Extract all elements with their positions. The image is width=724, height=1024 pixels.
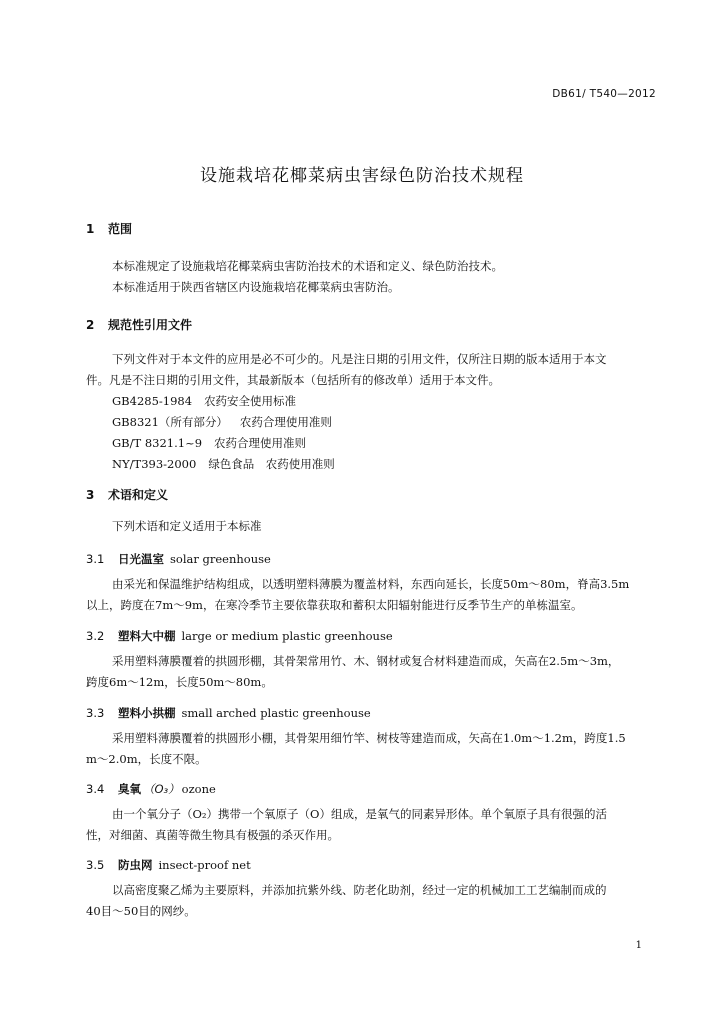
paragraph-line: 跨度6m～12m，长度50m～80m。 xyxy=(86,675,273,689)
paragraph-line: 下列术语和定义适用于本标准 xyxy=(112,519,262,533)
reference-item xyxy=(86,412,658,433)
paragraph-line: m～2.0m，长度不限。 xyxy=(86,752,207,766)
paragraph-line: 下列文件对于本文件的应用是必不可少的。凡是注日期的引用文件，仅所注日期的版本适用于本文 xyxy=(112,352,607,366)
term-number: 3.1 xyxy=(86,552,105,566)
term-definition xyxy=(86,880,658,922)
paragraph-line: 性，对细菌、真菌等微生物具有极强的杀灭作用。 xyxy=(86,828,339,842)
section-heading-terms-definitions xyxy=(86,486,168,503)
reference-name: 农药合理使用准则 xyxy=(214,436,307,450)
paragraph-line: 件。凡是不注日期的引用文件，其最新版本（包括所有的修改单）适用于本文件。 xyxy=(86,373,500,387)
section-title: 术语和定义 xyxy=(108,488,169,502)
term-english: ozone xyxy=(181,782,216,796)
paragraph-line: 本标准适用于陕西省辖区内设施栽培花椰菜病虫害防治。 xyxy=(112,280,400,294)
section-heading-normative-references xyxy=(86,316,192,333)
paragraph-line: 本标准规定了设施栽培花椰菜病虫害防治技术的术语和定义、绿色防治技术。 xyxy=(112,259,503,273)
term-heading-insect-proof-net xyxy=(86,857,251,873)
standard-code: DB61/ T540—2012 xyxy=(552,88,656,100)
term-name: 防虫网 xyxy=(118,858,153,872)
term-english: solar greenhouse xyxy=(170,552,271,566)
paragraph-line: 以上，跨度在7m～9m，在寒冷季节主要依靠获取和蓄积太阳辐射能进行反季节生产的单栋温室。 xyxy=(86,598,583,612)
paragraph-line: 采用塑料薄膜覆着的拱圆形棚，其骨架常用竹、木、钢材或复合材料建造而成，矢高在2.5m～3m， xyxy=(112,654,620,668)
term-english: insect-proof net xyxy=(158,858,251,872)
term-english: small arched plastic greenhouse xyxy=(181,706,371,720)
section-title: 规范性引用文件 xyxy=(108,318,193,332)
reference-code: GB/T 8321.1~9 xyxy=(112,436,203,450)
term-definition xyxy=(86,574,658,616)
reference-item xyxy=(86,391,658,412)
term-heading-small-arched-greenhouse xyxy=(86,705,371,721)
section-number: 2 xyxy=(86,318,95,332)
reference-code: GB4285-1984 xyxy=(112,394,193,408)
term-definition xyxy=(86,728,658,770)
term-name: 日光温室 xyxy=(118,552,164,566)
reference-code: GB8321（所有部分） xyxy=(112,415,228,429)
reference-item xyxy=(86,454,658,475)
document-title: 设施栽培花椰菜病虫害绿色防治技术规程 xyxy=(200,166,524,186)
term-number: 3.5 xyxy=(86,858,105,872)
section-1-body xyxy=(86,256,658,298)
term-english: large or medium plastic greenhouse xyxy=(181,629,393,643)
term-definition xyxy=(86,651,658,693)
section-3-intro xyxy=(86,516,658,537)
term-name: 臭氧 xyxy=(118,782,141,796)
section-number: 1 xyxy=(86,222,95,236)
paragraph-line: 以高密度聚乙烯为主要原料，并添加抗紫外线、防老化助剂，经过一定的机械加工工艺编制而成的 xyxy=(112,883,607,897)
term-definition xyxy=(86,804,658,846)
reference-name: 农药合理使用准则 xyxy=(239,415,332,429)
reference-name: 绿色食品 农药使用准则 xyxy=(208,457,335,471)
section-2-body xyxy=(86,349,658,475)
term-heading-solar-greenhouse xyxy=(86,551,271,567)
reference-name: 农药安全使用标准 xyxy=(204,394,297,408)
paragraph-line: 由采光和保温维护结构组成，以透明塑料薄膜为覆盖材料，东西向延长，长度50m～80m，脊高3.5m xyxy=(112,577,630,591)
paragraph-line: 由一个氧分子（O₂）携带一个氧原子（O）组成，是氧气的同素异形体。单个氧原子具有很强的活 xyxy=(112,807,607,821)
section-heading-scope xyxy=(86,220,132,237)
term-name: 塑料大中棚 xyxy=(118,629,176,643)
term-name: 塑料小拱棚 xyxy=(118,706,176,720)
reference-item xyxy=(86,433,658,454)
section-title: 范围 xyxy=(108,222,133,236)
term-number: 3.3 xyxy=(86,706,105,720)
term-formula: （O₃） xyxy=(143,782,180,796)
page-number: 1 xyxy=(635,940,642,951)
term-heading-plastic-greenhouse xyxy=(86,628,393,644)
paragraph-line: 采用塑料薄膜覆着的拱圆形小棚，其骨架用细竹竿、树枝等建造而成，矢高在1.0m～1.2m，跨度1.5 xyxy=(112,731,626,745)
paragraph-line: 40目～50目的网纱。 xyxy=(86,904,196,918)
term-heading-ozone xyxy=(86,781,216,797)
section-number: 3 xyxy=(86,488,95,502)
term-number: 3.4 xyxy=(86,782,105,796)
reference-code: NY/T393-2000 xyxy=(112,457,197,471)
term-number: 3.2 xyxy=(86,629,105,643)
